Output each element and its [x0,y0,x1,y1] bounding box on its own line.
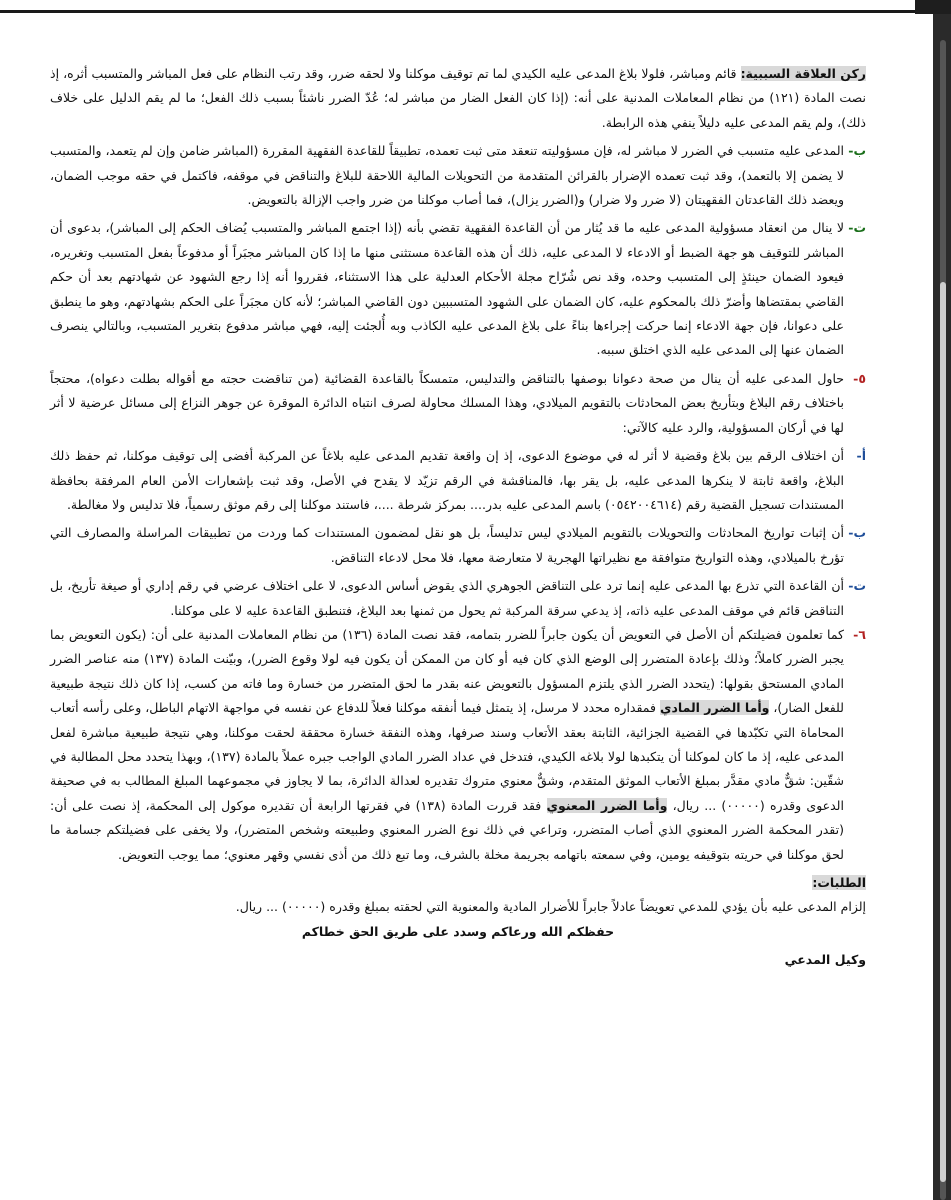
window-top-bar [0,0,951,14]
reply-t-text: أن القاعدة التي تذرع بها المدعى عليه إنما ترد على التناقض الجوهري الذي يقوض أساس الدعوى، لا على اختلاف عرضي في رقم إداري أو صيغة تأريخ، بل التناقض قائم في موقف المدعى عليه ذاته، إذ يدعي سرقة المركبة ثم يحول من ثمنها بعد البلاغ، فتنطبق القاعدة عليه لا على موكلنا. [50,578,844,618]
point-b-text: المدعى عليه متسبب في الضرر لا مباشر له، فإن مسؤوليته تنعقد متى ثبت تعمده، تطبيقاً للقاعدة الفقهية المقررة (المباشر ضامن وإن لم يتعمد، والمتسبب لا يضمن إلا بالتعمد)، وقد ثبت تعمده الإضرار بالقرائن المتقدمة من التحويلات المالية اللاحقة للبلاغ والتناقض في موقفه، فاكتمل في حقه موجب الضمان، ويعضد ذلك القاعدتان الفقهيتان (لا ضرر ولا ضرار) و(الضرر يزال)، فما أصاب موكلنا من ضرر واجب الإزالة بالتعويض. [50,143,844,208]
section-5 [50,367,866,440]
requests-label: الطلبات: [812,875,866,890]
causation-label: ركن العلاقة السببية: [740,66,866,81]
reply-a-text: أن اختلاف الرقم بين بلاغ وقضية لا أثر له في موضوع الدعوى، إذ إن واقعة تقديم المدعى عليه بلاغاً عن المركبة أفضى إلى توقيف موكلنا، ثم حفظ ذلك البلاغ، واقعة ثابتة لا ينكرها المدعى عليه، بل يقر بها، فالمناقشة في الرقم تزيّد لا يقدح في الأصل، وقد ثبت بإشعارات الأمن العام المرفقة بحافظة المستندات تسجيل القضية رقم (٠٥٤٢٠٠٤٦١٤) باسم المدعى عليه بدر.... بمركز شرطة ....، فاستند موكلنا إلى رقم موثق رسمياً، فلا تدليس ولا مغالطة. [50,448,844,512]
section-6-text [50,623,844,867]
reply-a [50,444,866,517]
moral-damage-highlight: وأما الضرر المعنوي [546,797,668,813]
reply-b-text: أن إثبات تواريخ المحادثات والتحويلات بالتقويم الميلادي ليس تدليساً، بل هو نقل لمضمون المستندات كما وردت من تطبيقات المراسلة والمصارف التي تؤرخ بالميلادي، وهذه التواريخ متوافقة مع نظيراتها الهجرية لا متعارضة معها، فلا محل لادعاء التناقض. [50,525,844,565]
point-t-text: لا ينال من انعقاد مسؤولية المدعى عليه ما قد يُثار من أن القاعدة الفقهية تقضي بأنه (إذا اجتمع المباشر والمتسبب يُضاف الحكم إلى المباشر)، بدعوى أن المباشر للتوقيف هو جهة الضبط أو الادعاء لا المدعى عليه، ذلك أن هذه القاعدة مستثنى منها ما إذا كان المباشر مجبَراً أو مدفوعاً بفعل المتسبب وتغريره، فيعود الضمان حينئذٍ إلى المتسبب وحده، وقد نص شُرّاح مجلة الأحكام العدلية على هذا الاستثناء، فقرروا أنه إذا رجع الشهود عن شهادتهم بعد أن حكم القاضي بمقتضاها وأضرّ ذلك بالمحكوم عليه، كان الضمان على الشهود المتسببين دون القاضي المباشر؛ لأنه كان مجبَراً على الحكم بشهادتهم، وهو ما ينطبق على دعوانا، فإن جهة الادعاء إنما حركت إجراءها بناءً على بلاغ المدعى عليه الكاذب وبه أُلجئت إليه، فهي مباشر مدفوع بتغرير المتسبب، وبالتالي ينصرف الضمان عنها إلى المدعى عليه الذي اختلق سببه. [50,220,844,358]
reply-a-marker: أ- [856,448,866,464]
material-damage-highlight: وأما الضرر المادي [660,700,770,716]
document-body [50,62,866,973]
signature-line: وكيل المدعي [784,952,866,968]
requests-text: إلزام المدعى عليه بأن يؤدي للمدعي تعويضاً عادلاً جابراً للأضرار المادية والمعنوية التي لحقته بمبلغ وقدره (٠٠٠٠٠) ... ريال. [235,899,866,915]
closing-line: حفظكم الله ورعاكم وسدد على طريق الحق خطاكم [301,923,615,939]
section-6-text-a: كما تعلمون فضيلتكم أن الأصل في التعويض أن يكون جابراً للضرر بتمامه، فقد نصت المادة (١٣٦) من نظام المعاملات المدنية على أن: (يكون التعويض بما يجبر الضرر كاملاً؛ وذلك بإعادة المتضرر إلى الوضع الذي كان فيه أو كان من الممكن أن يكون فيه لولا وقوع الضرر)، وبيّنت المادة (١٣٧) منه عناصر الضرر المادي المستحق بقولها: (يتحدد الضرر الذي يلتزم المسؤول بالتعويض عنه بقدر ما لحق المتضرر من خسارة وما فاته من كسب، إذا كان ذلك نتيجة طبيعية للفعل الضار)، [50,626,844,716]
section-5-marker: ٥- [853,370,866,386]
section-6-text-c: فقد قررت المادة (١٣٨) في فقرتها الرابعة أن تقديره موكول إلى المحكمة، إذ نصت على أن: (تقدر المحكمة الضرر المعنوي الذي أصاب المتضرر، وتراعي في ذلك نوع الضرر المعنوي وطبيعته وشخص المتضرر)، ولا يخفى على فضيلتكم جسامة ما لحق موكلنا في حريته بتوقيفه يومين، وفي سمعته باتهامه بجريمة مخلة بالشرف، وما تبع ذلك من أذى نفسي وقهر معنوي؛ مما يوجب التعويض. [50,797,844,862]
section-5-text: حاول المدعى عليه أن ينال من صحة دعوانا بوصفها بالتناقض والتدليس، متمسكاً بالقاعدة القضائية (من تناقضت حجته مع أقواله بطلت دعواه)، محتجاً باختلاف رقم البلاغ وبتأريخ بعض المحادثات بالتقويم الميلادي، وهذا المسلك محاولة لصرف انتباه الدائرة الموقرة عن جوهر النزاع إلى مسائل عرضية لا أثر لها في أركان المسؤولية، والرد عليه كالآتي: [50,370,844,435]
point-t [50,216,866,362]
scrollbar-thumb[interactable] [940,282,946,1182]
section-6-marker: ٦- [853,626,866,642]
causation-paragraph [50,62,866,135]
reply-t [50,574,866,623]
requests-heading [50,871,866,895]
reply-t-marker: ت- [848,578,866,594]
point-t-marker: ت- [848,220,866,236]
reply-b-marker: ب- [848,525,866,541]
section-6 [50,623,866,867]
point-b-marker: ب- [848,143,866,159]
top-divider [0,10,915,13]
causation-text: قائم ومباشر، فلولا بلاغ المدعى عليه الكيدي لما تم توقيف موكلنا ولا لحقه ضرر، وقد رتب النظام على فعل المباشر والمتسبب أثره، إذ نصت المادة (١٢١) من نظام المعاملات المدنية على أنه: (إذا كان الفعل الضار من مباشر له؛ عُدّ الضرر ناشئاً بسبب ذلك الفعل؛ ما لم يقم الدليل على خلاف ذلك)، ولم يقم المدعى عليه دليلاً ينفي هذه الرابطة. [50,66,866,130]
top-right-tab [915,0,951,14]
reply-b [50,521,866,570]
section-6-text-b: فمقداره محدد لا مرسل، إذ يتمثل فيما أنفقه موكلنا فعلاً للدفاع عن نفسه في مواجهة الاتهام الباطل، وعلى رأسه أتعاب المحاماة التي تكبّدها في القضية الجزائية، الثابتة بعقد الأتعاب وسند صرفها، وهذه النفقة خسارة محققة لحقت موكلنا، وهي نتيجة طبيعية مباشرة لفعل المدعى عليه، إذ ما كان لموكلنا أن يتكبدها لولا بلاغه الكيدي، فتدخل في عداد الضرر المادي الواجب جبره عملاً بالمادة (١٣٧)، وبهذا يتحدد محل المطالبة في شقّين: شقٌّ مادي مقدَّر بمبلغ الأتعاب الموثق المتقدم، وشقٌّ معنوي متروك تقديره لعدالة الدائرة، بما لا يجاوز في مجموعهما المبلغ المطالب به في صحيفة الدعوى وقدره (٠٠٠٠٠) ... ريال، [50,700,844,813]
point-b [50,139,866,212]
